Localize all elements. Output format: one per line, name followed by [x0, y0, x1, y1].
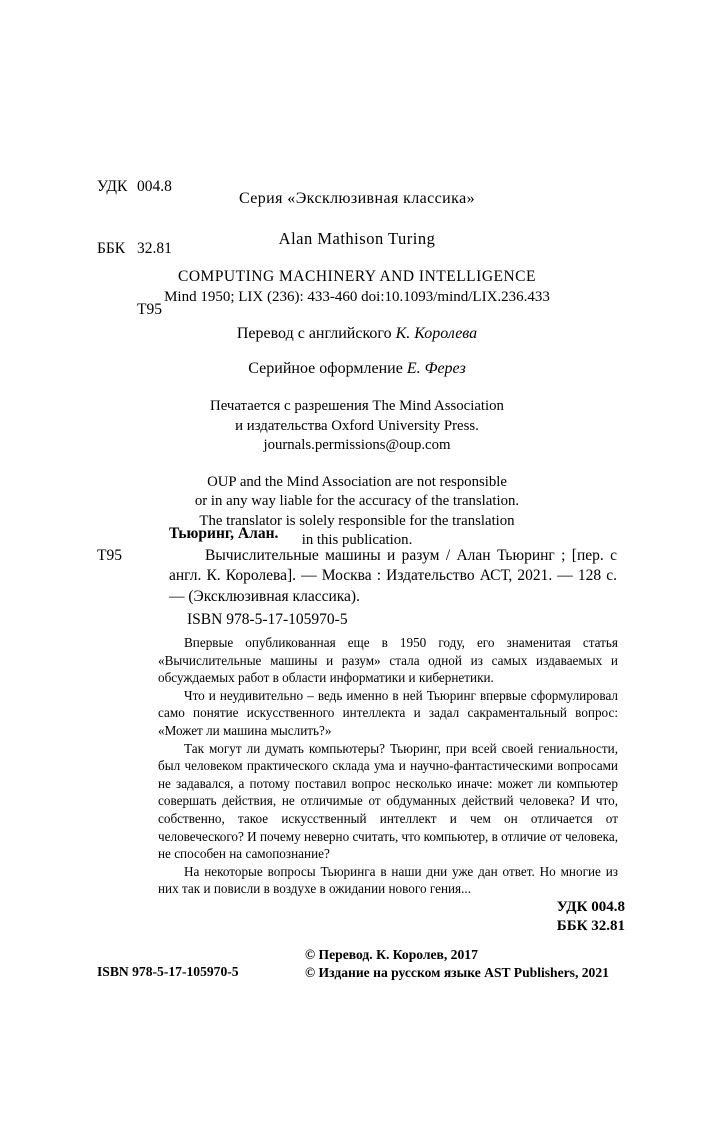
author-name: Alan Mathison Turing: [278, 229, 436, 248]
disclaimer-line-1: OUP and the Mind Association are not responsible: [207, 473, 507, 490]
footer-isbn: ISBN 978-5-17-105970-5: [97, 964, 239, 979]
cip-record: [97, 524, 617, 631]
title-block: [97, 190, 617, 551]
annotation-paragraph: Так могут ли думать компьютеры? Тьюринг, при всей своей гениальности, был человеком практического склада ума и научно-фантастическими вопросами не задавался, а потому поставил вопрос несколько иначе: может ли компьютер совершать действия, не отличимые от обдуманных действий человека? И что, собственно, такое искусственный интеллект и чем он отличается от человеческого? И почему неверно считать, что компьютер, в отличие от человека, не способен на самопознание?: [158, 740, 618, 862]
permission-line-2: и издательства Oxford University Press.: [235, 417, 479, 434]
cip-description: Вычислительные машины и разум / Алан Тьюринг ; [пер. с англ. К. Королева]. — Москва : Издательство АСТ, 2021. — 128 с. — (Эксклюзивная классика).: [169, 546, 617, 605]
cip-isbn: ISBN 978-5-17-105970-5: [187, 611, 348, 628]
english-title: COMPUTING MACHINERY AND INTELLIGENCE: [178, 268, 536, 285]
permission-email: journals.permissions@oup.com: [263, 437, 451, 453]
disclaimer-line-3: The translator is solely responsible for the translation: [199, 512, 515, 529]
permission-line-1: Печатается с разрешения The Mind Association: [210, 398, 504, 414]
cip-shelf-code: Т95: [97, 546, 122, 564]
udk-bottom: УДК 004.8: [556, 899, 625, 915]
copyright-edition: © Издание на русском языке AST Publishers, 2021: [305, 964, 609, 980]
udk-label-top: УДК: [97, 178, 128, 195]
annotation-paragraph: Впервые опубликованная еще в 1950 году, его знаменитая статья «Вычислительные машины и разум» стала одной из самых издаваемых и обсуждаемых работ в области информатики и кибернетики.: [158, 635, 618, 686]
classification-codes-bottom: [557, 898, 625, 936]
series-name: Серия «Эксклюзивная классика»: [239, 190, 475, 207]
permission-notice: [97, 397, 617, 456]
cip-author-heading: Тьюринг, Алан.: [169, 525, 279, 542]
design-credit-prefix: Серийное оформление: [248, 360, 407, 377]
designer-name: Е. Ферез: [406, 360, 466, 377]
translator-name: К. Королева: [395, 325, 478, 342]
copyright-block: [305, 946, 625, 981]
bbk-bottom: ББК 32.81: [556, 918, 625, 934]
translation-credit: [97, 325, 617, 343]
cip-body: [97, 546, 617, 608]
annotation-paragraph: На некоторые вопросы Тьюринга в наши дни уже дан ответ. Но многие из них так и повисли в воздухе в ожидании нового гения...: [158, 863, 618, 897]
copyright-translation: © Перевод. К. Королев, 2017: [305, 947, 478, 962]
page-footer: [97, 946, 625, 981]
annotation-paragraph: Что и неудивительно – ведь именно в ней Тьюринг впервые сформулировал само понятие искусственного интеллекта и задал сакраментальный вопрос: «Может ли машина мыслить?»: [158, 687, 618, 738]
design-credit: [97, 360, 617, 378]
udk-value-top: 004.8: [137, 178, 172, 195]
journal-citation: Mind 1950; LIX (236): 433-460 doi:10.1093/mind/LIX.236.433: [164, 289, 550, 305]
disclaimer-line-4: in this publication.: [301, 532, 413, 548]
translation-credit-prefix: Перевод с английского: [236, 325, 396, 342]
disclaimer-line-2: or in any way liable for the accuracy of the translation.: [194, 493, 520, 509]
shelf-code-top: Т95: [137, 301, 162, 318]
bbk-label-top: ББК: [97, 239, 126, 257]
annotation-block: [158, 634, 618, 898]
bbk-value-top: 32.81: [137, 239, 172, 257]
